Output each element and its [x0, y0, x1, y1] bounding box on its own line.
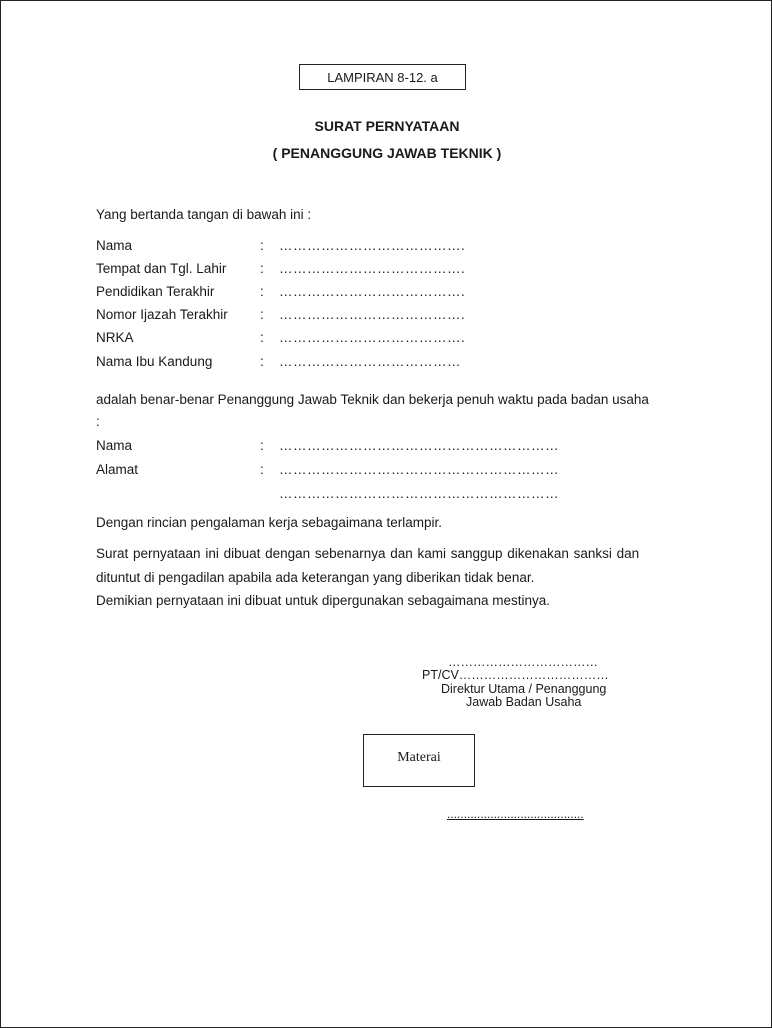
lampiran-box: LAMPIRAN 8-12. a [299, 64, 466, 90]
signer-name-line: ......................................... [447, 807, 584, 821]
place-date-dots: ……………………………… [448, 655, 598, 669]
field-label-nrka: NRKA [96, 330, 134, 345]
field-dots-nama: …………………………………. [279, 238, 466, 253]
demikian-text: Demikian pernyataan ini dibuat untuk dipergunakan sebagaimana mestinya. [96, 593, 551, 608]
company-name-line: PT/CV……………………………… [422, 668, 609, 682]
document-title: SURAT PERNYATAAN [314, 118, 460, 134]
field-dots-nrka: …………………………………. [279, 330, 466, 345]
field-label-nama: Nama [96, 238, 133, 253]
field-dots-alamat: …………………………………………………… [279, 462, 559, 477]
rincian-text: Dengan rincian pengalaman kerja sebagaimana terlampir. [96, 515, 442, 530]
materai-stamp-box: Materai [363, 734, 475, 787]
signer-role-line2: Jawab Badan Usaha [466, 695, 582, 709]
field-dots-alamat-extra: …………………………………………………… [279, 486, 559, 501]
field-dots-pendidikan: …………………………………. [279, 284, 466, 299]
pernyataan-text-line1: Surat pernyataan ini dibuat dengan sebenarnya dan kami sanggup dikenakan sanksi dan [96, 546, 640, 561]
statement-colon: : [96, 414, 100, 429]
field-colon: : [260, 284, 264, 299]
field-colon: : [260, 462, 264, 477]
field-label-alamat: Alamat [96, 462, 139, 477]
field-colon: : [260, 261, 264, 276]
statement-text: adalah benar-benar Penanggung Jawab Teknik dan bekerja penuh waktu pada badan usaha [96, 392, 649, 407]
field-label-nama-ibu: Nama Ibu Kandung [96, 354, 213, 369]
field-label-pendidikan: Pendidikan Terakhir [96, 284, 215, 299]
field-colon: : [260, 307, 264, 322]
intro-text: Yang bertanda tangan di bawah ini : [96, 207, 312, 222]
field-colon: : [260, 438, 264, 453]
field-colon: : [260, 354, 264, 369]
field-dots-nomor-ijazah: …………………………………. [279, 307, 466, 322]
pernyataan-text-line2: dituntut di pengadilan apabila ada keterangan yang diberikan tidak benar. [96, 570, 535, 585]
field-dots-nama-ibu: ………………………………… [279, 354, 461, 369]
field-label-nama-badan: Nama [96, 438, 133, 453]
field-label-tempat-tgl-lahir: Tempat dan Tgl. Lahir [96, 261, 227, 276]
field-colon: : [260, 238, 264, 253]
signer-role-line1: Direktur Utama / Penanggung [441, 682, 607, 696]
field-colon: : [260, 330, 264, 345]
field-label-nomor-ijazah: Nomor Ijazah Terakhir [96, 307, 228, 322]
document-subtitle: ( PENANGGUNG JAWAB TEKNIK ) [272, 145, 502, 161]
field-dots-nama-badan: …………………………………………………… [279, 438, 559, 453]
field-dots-tempat-tgl-lahir: …………………………………. [279, 261, 466, 276]
